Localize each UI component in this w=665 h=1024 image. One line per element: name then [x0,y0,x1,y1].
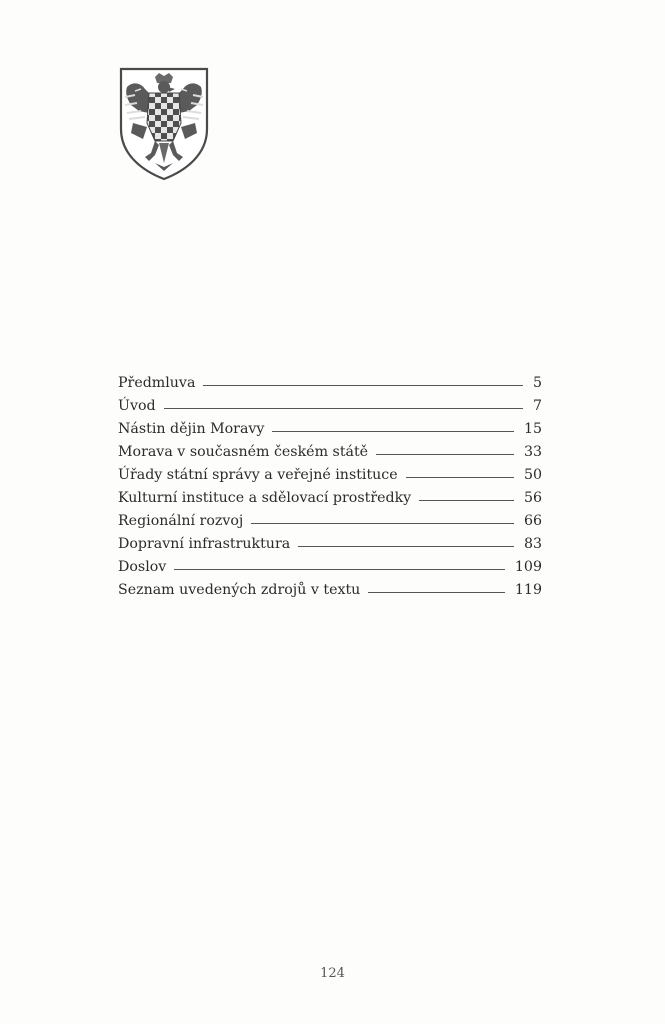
page-number: 124 [320,966,345,981]
moravian-eagle-coat-of-arms-icon [119,67,209,181]
toc-entry[interactable] [118,418,542,441]
toc-entry-page: 83 [523,536,542,552]
toc-leader-line [419,500,514,501]
toc-leader-line [203,385,523,386]
toc-entry-title: Morava v současném českém státě [118,444,369,460]
toc-leader-line [368,592,505,593]
toc-entry-title: Předmluva [118,375,196,391]
toc-leader-line [376,454,514,455]
toc-entry-page: 56 [523,490,542,506]
toc-entry[interactable] [118,441,542,464]
toc-entry-title: Úvod [118,398,156,414]
toc-entry[interactable] [118,487,542,510]
toc-leader-line [406,477,514,478]
toc-entry-title: Regionální rozvoj [118,513,244,529]
coat-of-arms-emblem [119,67,209,181]
toc-leader-line [298,546,514,547]
toc-entry-page: 33 [523,444,542,460]
toc-entry[interactable] [118,372,542,395]
toc-entry-page: 66 [523,513,542,529]
toc-entry-page: 109 [514,559,542,575]
toc-entry[interactable] [118,579,542,602]
toc-entry-title: Doslov [118,559,167,575]
toc-leader-line [174,569,505,570]
toc-entry[interactable] [118,464,542,487]
toc-entry-page: 50 [523,467,542,483]
toc-entry-page: 7 [532,398,542,414]
toc-entry[interactable] [118,395,542,418]
toc-entry-title: Dopravní infrastruktura [118,536,291,552]
toc-leader-line [272,431,513,432]
toc-leader-line [164,408,523,409]
toc-entry-page: 5 [532,375,542,391]
toc-entry-page: 119 [514,582,542,598]
toc-entry-title: Seznam uvedených zdrojů v textu [118,582,361,598]
toc-entry-title: Úřady státní správy a veřejné instituce [118,467,398,483]
toc-leader-line [251,523,514,524]
toc-entry[interactable] [118,533,542,556]
toc-entry[interactable] [118,556,542,579]
toc-entry-title: Kulturní instituce a sdělovací prostředky [118,490,412,506]
toc-entry-title: Nástin dějin Moravy [118,421,265,437]
toc-entry[interactable] [118,510,542,533]
table-of-contents [118,372,542,602]
toc-entry-page: 15 [523,421,542,437]
